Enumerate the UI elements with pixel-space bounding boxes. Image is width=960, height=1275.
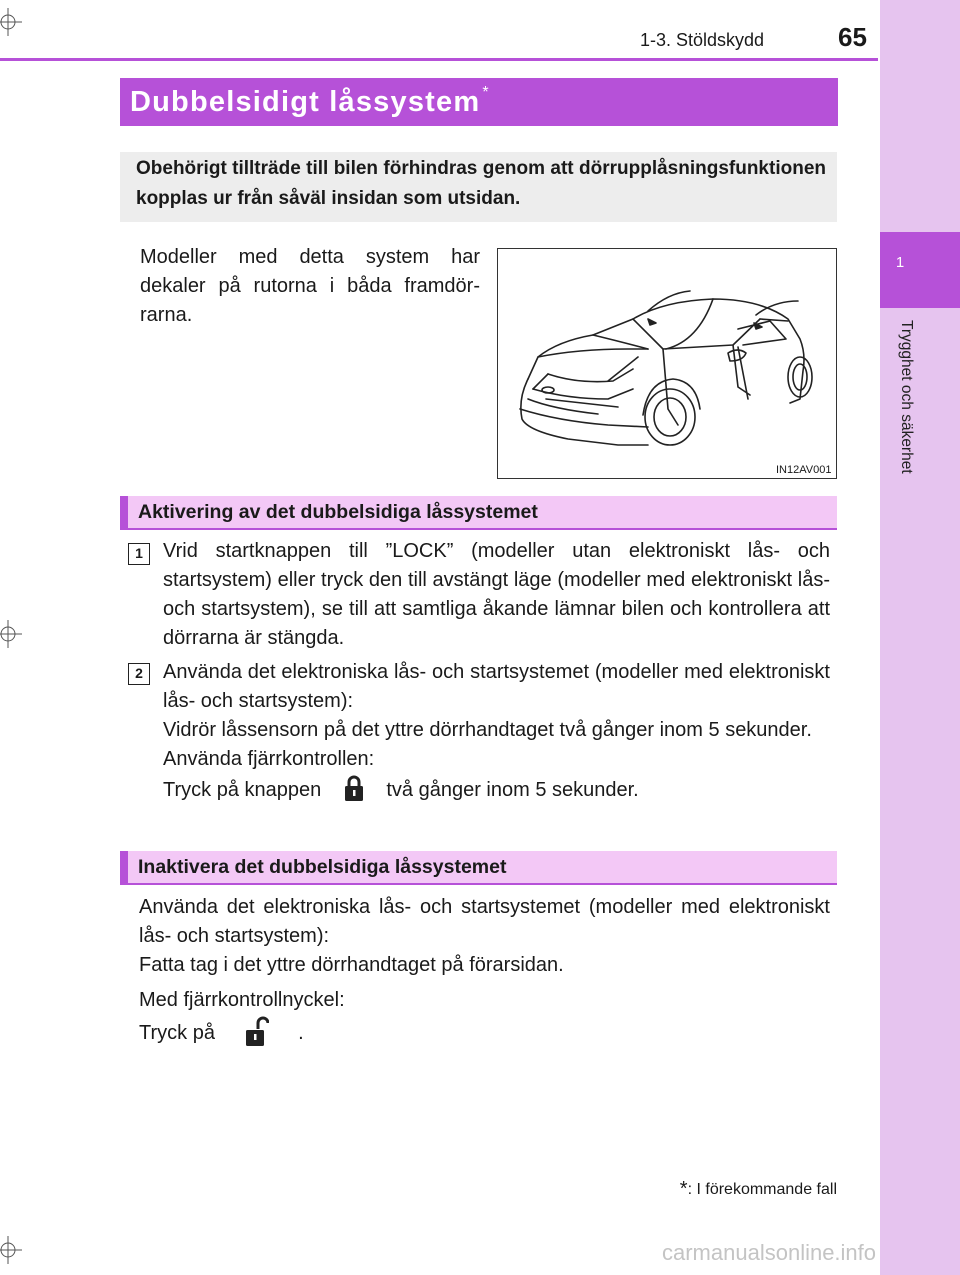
step-2-line-4-after: två gånger inom 5 sekunder. <box>386 779 639 801</box>
page-number: 65 <box>838 22 867 52</box>
deactivation-line-4 <box>139 1015 830 1056</box>
header-rule <box>0 58 878 61</box>
step-2-line-1: Använda det elektroniska lås- och startsystemet (modeller med elektroniskt lås- och startsystem): <box>163 661 830 712</box>
deactivation-paragraph-2 <box>139 986 830 1056</box>
step-2-text <box>163 658 830 811</box>
chapter-number: 1 <box>895 254 905 271</box>
step-2-line-3: Använda fjärrkontrollen: <box>163 748 375 770</box>
activation-heading: Aktivering av det dubbelsidiga låssystemet <box>138 501 538 523</box>
footnote <box>620 1178 837 1201</box>
unlock-icon <box>221 1015 293 1056</box>
section-reference: 1-3. Stöldskydd <box>640 30 765 50</box>
models-paragraph: Modeller med detta system har dekaler på rutorna i båda framdörrarna. <box>140 246 480 326</box>
footnote-marker: * <box>679 1178 688 1200</box>
lock-icon <box>327 774 381 811</box>
deactivation-line-4-after: . <box>298 1022 304 1044</box>
side-tab-strip <box>880 0 960 1275</box>
deactivation-line-1: Använda det elektroniska lås- och startsystemet (modeller med elektroniskt lås- och startsystem): <box>139 896 830 947</box>
deactivation-line-2: Fatta tag i det yttre dörrhandtaget på förarsidan. <box>139 954 564 976</box>
deactivation-heading: Inaktivera det dubbelsidiga låssystemet <box>138 856 507 878</box>
figure-code: IN12AV001 <box>776 464 832 476</box>
deactivation-line-3: Med fjärrkontrollnyckel: <box>139 989 345 1011</box>
intro-text: Obehörigt tillträde till bilen förhindras genom att dörrupplåsningsfunktionen kopplas ur från såväl insidan som utsidan. <box>136 158 826 209</box>
step-2-marker: 2 <box>128 663 150 685</box>
title-footnote-marker: * <box>482 84 490 101</box>
step-1-marker: 1 <box>128 543 150 565</box>
step-1-text: Vrid startknappen till ”LOCK” (modeller utan elektroniskt lås- och startsystem) eller tryck den till avstängt läge (modeller med elektroniskt lås- och startsystem), se till att samtliga åkande lämnar bilen och kontrollera att dörrarna är stängda. <box>163 540 830 649</box>
step-2-line-4 <box>163 774 830 811</box>
deactivation-line-4-before: Tryck på <box>139 1022 215 1044</box>
page-title-text: Dubbelsidigt låssystem <box>130 86 481 118</box>
watermark: carmanualsonline.info <box>662 1240 877 1265</box>
page-title <box>130 84 490 119</box>
chapter-title: Trygghet och säkerhet <box>898 320 915 474</box>
step-2-line-2: Vidrör låssensorn på det yttre dörrhandtaget två gånger inom 5 sekunder. <box>163 719 812 741</box>
step-2-line-4-before: Tryck på knappen <box>163 779 322 801</box>
car-drawing <box>498 249 835 477</box>
deactivation-paragraph-1 <box>139 893 830 980</box>
car-illustration <box>497 248 837 479</box>
footnote-text: : I förekommande fall <box>687 1181 837 1198</box>
